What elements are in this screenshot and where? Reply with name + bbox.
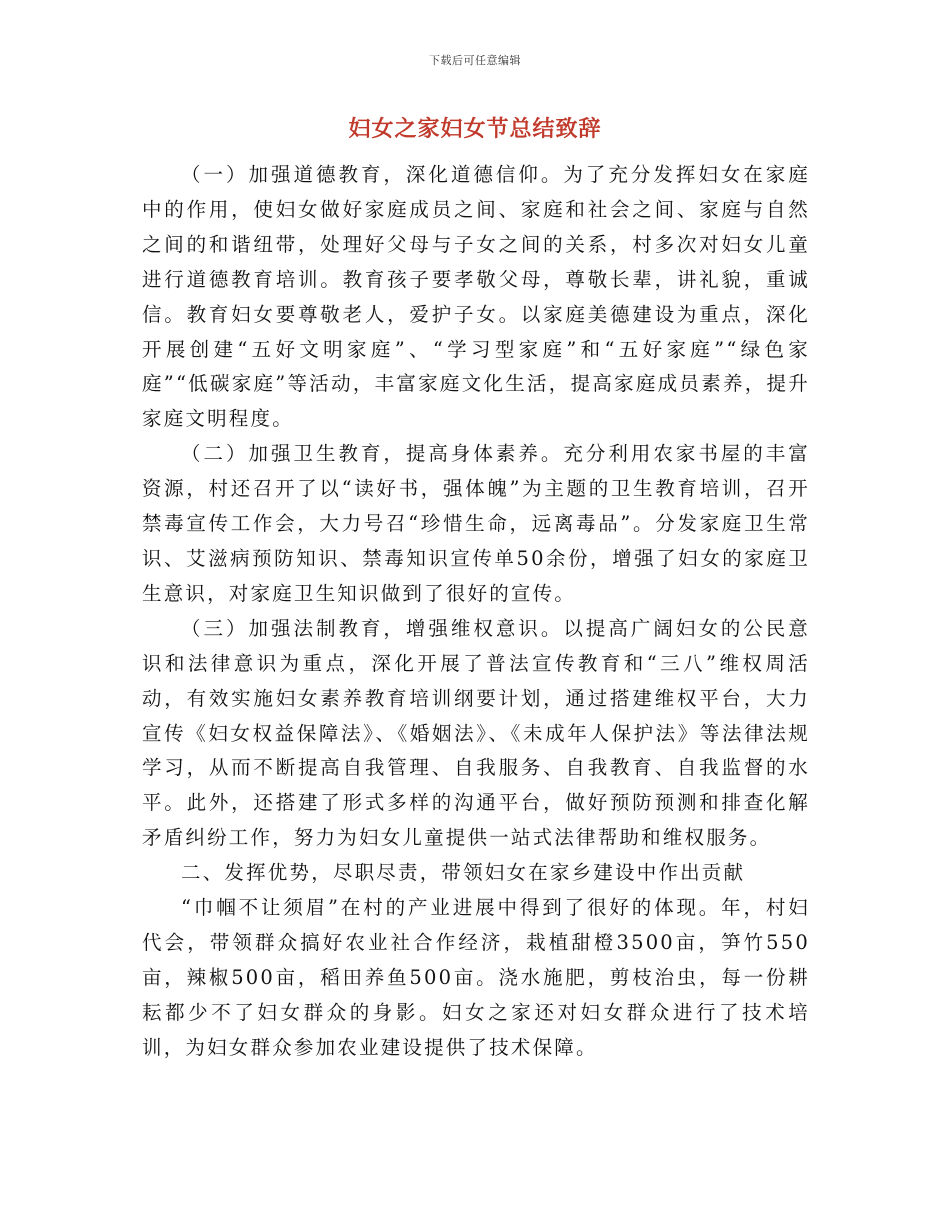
section-heading: 二、发挥优势，尽职尽责，带领妇女在家乡建设中作出贡献: [181, 861, 746, 885]
paragraph-moral-education: （一）加强道德教育，深化道德信仰。为了充分发挥妇女在家庭中的作用，使妇女做好家庭成员之间、家庭和社会之间、家庭与自然之间的和谐纽带，处理好父母与子女之间的关系，村多次对妇女儿童进行道德教育培训。教育孩子要孝敬父母，尊敬长辈，讲礼貌，重诚信。教育妇女要尊敬老人，爱护子女。以家庭美德建设为重点，深化开展创建“五好文明家庭”、“学习型家庭”和“五好家庭”“绿色家庭”“低碳家庭”等活动，丰富家庭文化生活，提高家庭成员素养，提升家庭文明程度。: [142, 163, 810, 431]
header-note: 下载后可任意编辑: [429, 54, 521, 67]
paragraph-agriculture: “巾帼不让须眉”在村的产业进展中得到了很好的体现。年，村妇代会，带领群众搞好农业社合作经济，栽植甜橙3500亩，笋竹550亩，辣椒500亩，稻田养鱼500亩。浇水施肥，剪枝治虫，每一份耕耘都少不了妇女群众的身影。妇女之家还对妇女群众进行了技术培训，为妇女群众参加农业建设提供了技术保障。: [142, 896, 810, 1059]
document-body: [142, 158, 810, 1066]
paragraph-legal-education: （三）加强法制教育，增强维权意识。以提高广阔妇女的公民意识和法律意识为重点，深化开展了普法宣传教育和“三八”维权周活动，有效实施妇女素养教育培训纲要计划，通过搭建维权平台，大力宣传《妇女权益保障法》、《婚姻法》、《未成年人保护法》等法律法规学习，从而不断提高自我管理、自我服务、自我教育、自我监督的水平。此外，还搭建了形式多样的沟通平台，做好预防预测和排查化解矛盾纠纷工作，努力为妇女儿童提供一站式法律帮助和维权服务。: [142, 616, 810, 850]
paragraph-health-education: （二）加强卫生教育，提高身体素养。充分利用农家书屋的丰富资源，村还召开了以“读好书，强体魄”为主题的卫生教育培训，召开禁毒宣传工作会，大力号召“珍惜生命，远离毒品”。分发家庭卫生常识、艾滋病预防知识、禁毒知识宣传单50余份，增强了妇女的家庭卫生意识，对家庭卫生知识做到了很好的宣传。: [142, 442, 810, 605]
document-title: 妇女之家妇女节总结致辞: [348, 117, 602, 142]
